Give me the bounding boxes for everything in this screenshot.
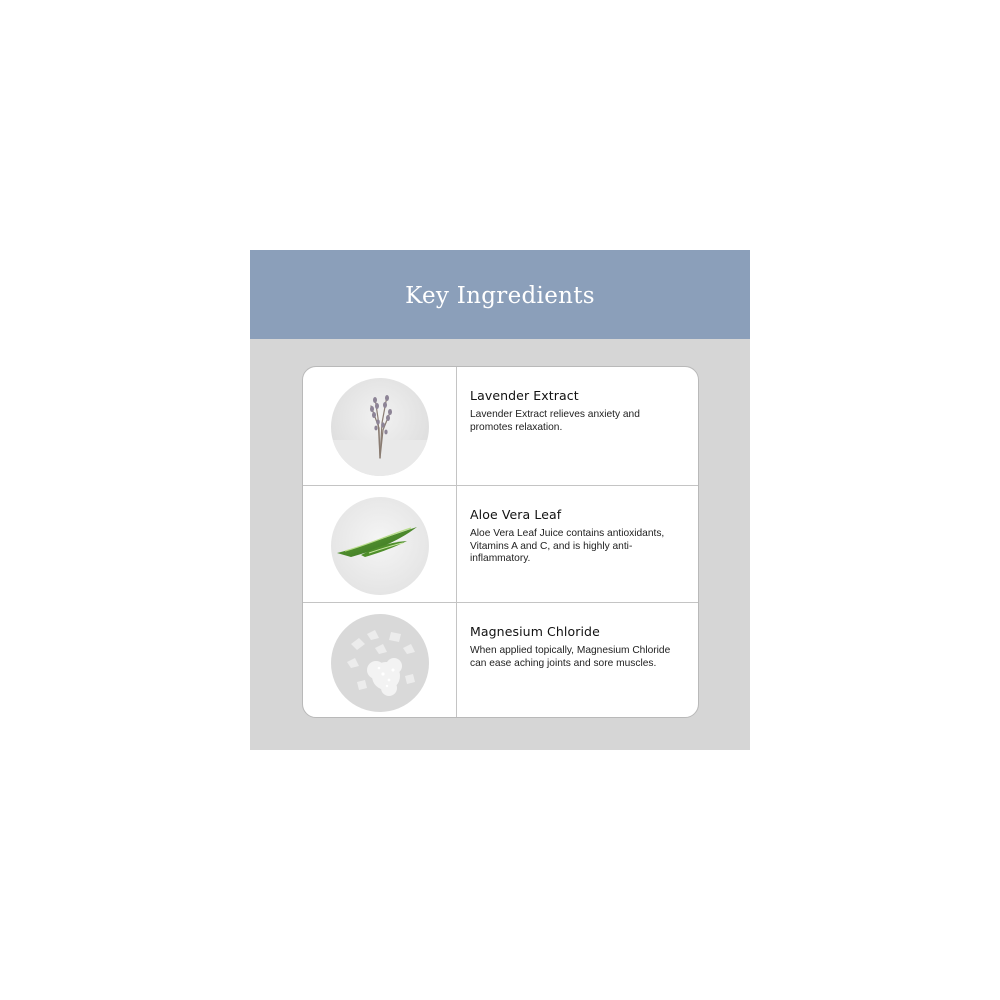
ingredient-row-aloe bbox=[303, 485, 698, 603]
lavender-sprig-icon bbox=[331, 378, 429, 476]
ingredient-row-lavender bbox=[303, 367, 698, 484]
key-ingredients-panel bbox=[250, 250, 750, 750]
aloe-leaf-icon bbox=[331, 497, 429, 595]
ingredient-name: Magnesium Chloride bbox=[470, 624, 600, 639]
ingredient-row-magnesium bbox=[303, 602, 698, 718]
ingredients-card bbox=[302, 366, 699, 718]
ingredient-name: Lavender Extract bbox=[470, 388, 579, 403]
ingredient-description: Lavender Extract relieves anxiety and promotes relaxation. bbox=[470, 409, 640, 433]
ingredient-description: When applied topically, Magnesium Chloride can ease aching joints and sore muscles. bbox=[470, 645, 671, 669]
salt-crystals-icon bbox=[331, 614, 429, 712]
ingredient-text bbox=[470, 507, 685, 566]
panel-title: Key Ingredients bbox=[405, 282, 595, 309]
ingredient-text bbox=[470, 388, 685, 434]
ingredient-text bbox=[470, 624, 685, 670]
panel-header bbox=[250, 250, 750, 339]
ingredient-description: Aloe Vera Leaf Juice contains antioxidants, Vitamins A and C, and is highly anti-inflammatory. bbox=[470, 528, 665, 565]
ingredient-name: Aloe Vera Leaf bbox=[470, 507, 562, 522]
